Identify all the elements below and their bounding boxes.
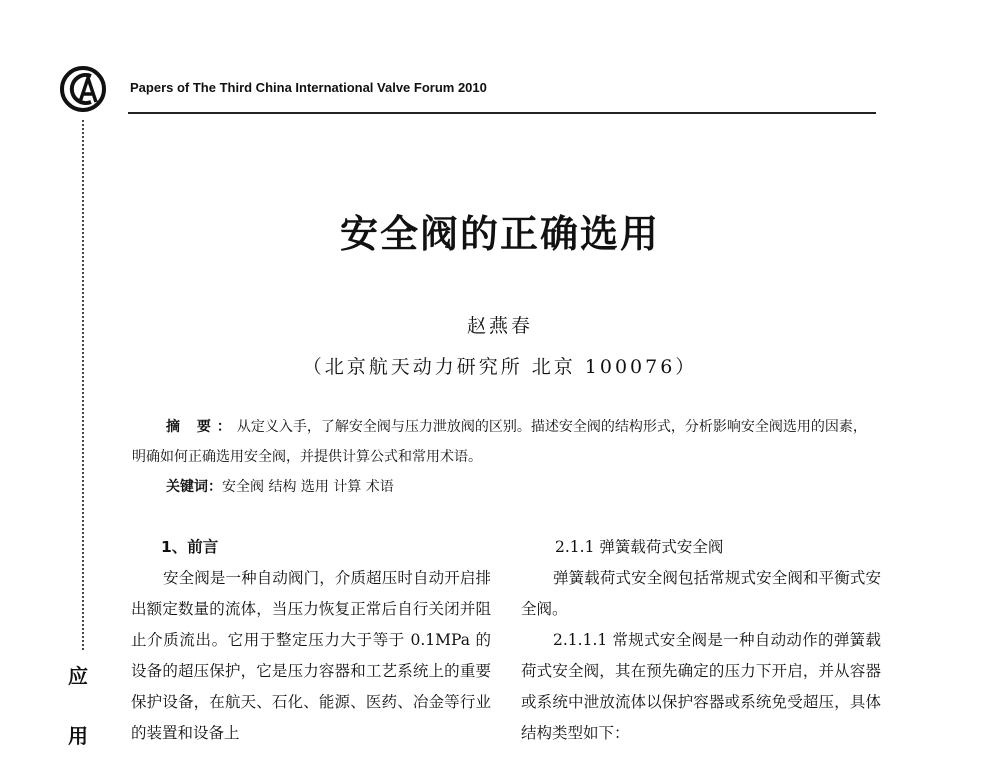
author: 赵燕春 [466, 315, 533, 337]
margin-char: 用 [68, 724, 88, 748]
keywords: 安全阀 结构 选用 计算 术语 [222, 479, 394, 495]
abstract-label: 摘 要： [166, 419, 237, 435]
abstract-text: 从定义入手，了解安全阀与压力泄放阀的区别。描述安全阀的结构形式，分析影响安全阀选用的因素，明确如何正确选用安全阀，并提供计算公式和常用术语。 [132, 419, 867, 465]
affiliation: （北京航天动力研究所 北京 100076） [302, 356, 698, 378]
header-rule [128, 112, 876, 114]
right-column [521, 532, 881, 749]
margin-char: 应 [68, 664, 88, 688]
section-heading: 1、前言 [161, 538, 219, 556]
abstract [132, 412, 880, 502]
paragraph: 弹簧载荷式安全阀包括常规式安全阀和平衡式安全阀。 [521, 569, 881, 618]
keywords-label: 关键词： [166, 479, 222, 495]
cva-logo-icon [58, 64, 108, 114]
margin-dotted-line [82, 120, 84, 650]
journal-header: Papers of The Third China International Valve Forum 2010 [130, 80, 487, 95]
paragraph: 2.1.1.1 常规式安全阀是一种自动动作的弹簧载荷式安全阀，其在预先确定的压力下开启，并从容器或系统中泄放流体以保护容器或系统免受超压，具体结构类型如下： [521, 631, 881, 742]
paragraph: 安全阀是一种自动阀门，介质超压时自动开启排出额定数量的流体，当压力恢复正常后自行关闭并阻止介质流出。它用于整定压力大于等于 0.1MPa 的设备的超压保护，它是压力容器和工艺系统上的重要保护设备，在航天、石化、能源、医药、冶金等行业的装置和设备上 [131, 569, 491, 742]
left-column [131, 532, 491, 749]
section-heading: 2.1.1 弹簧载荷式安全阀 [555, 538, 724, 556]
paper-title: 安全阀的正确选用 [339, 212, 660, 256]
